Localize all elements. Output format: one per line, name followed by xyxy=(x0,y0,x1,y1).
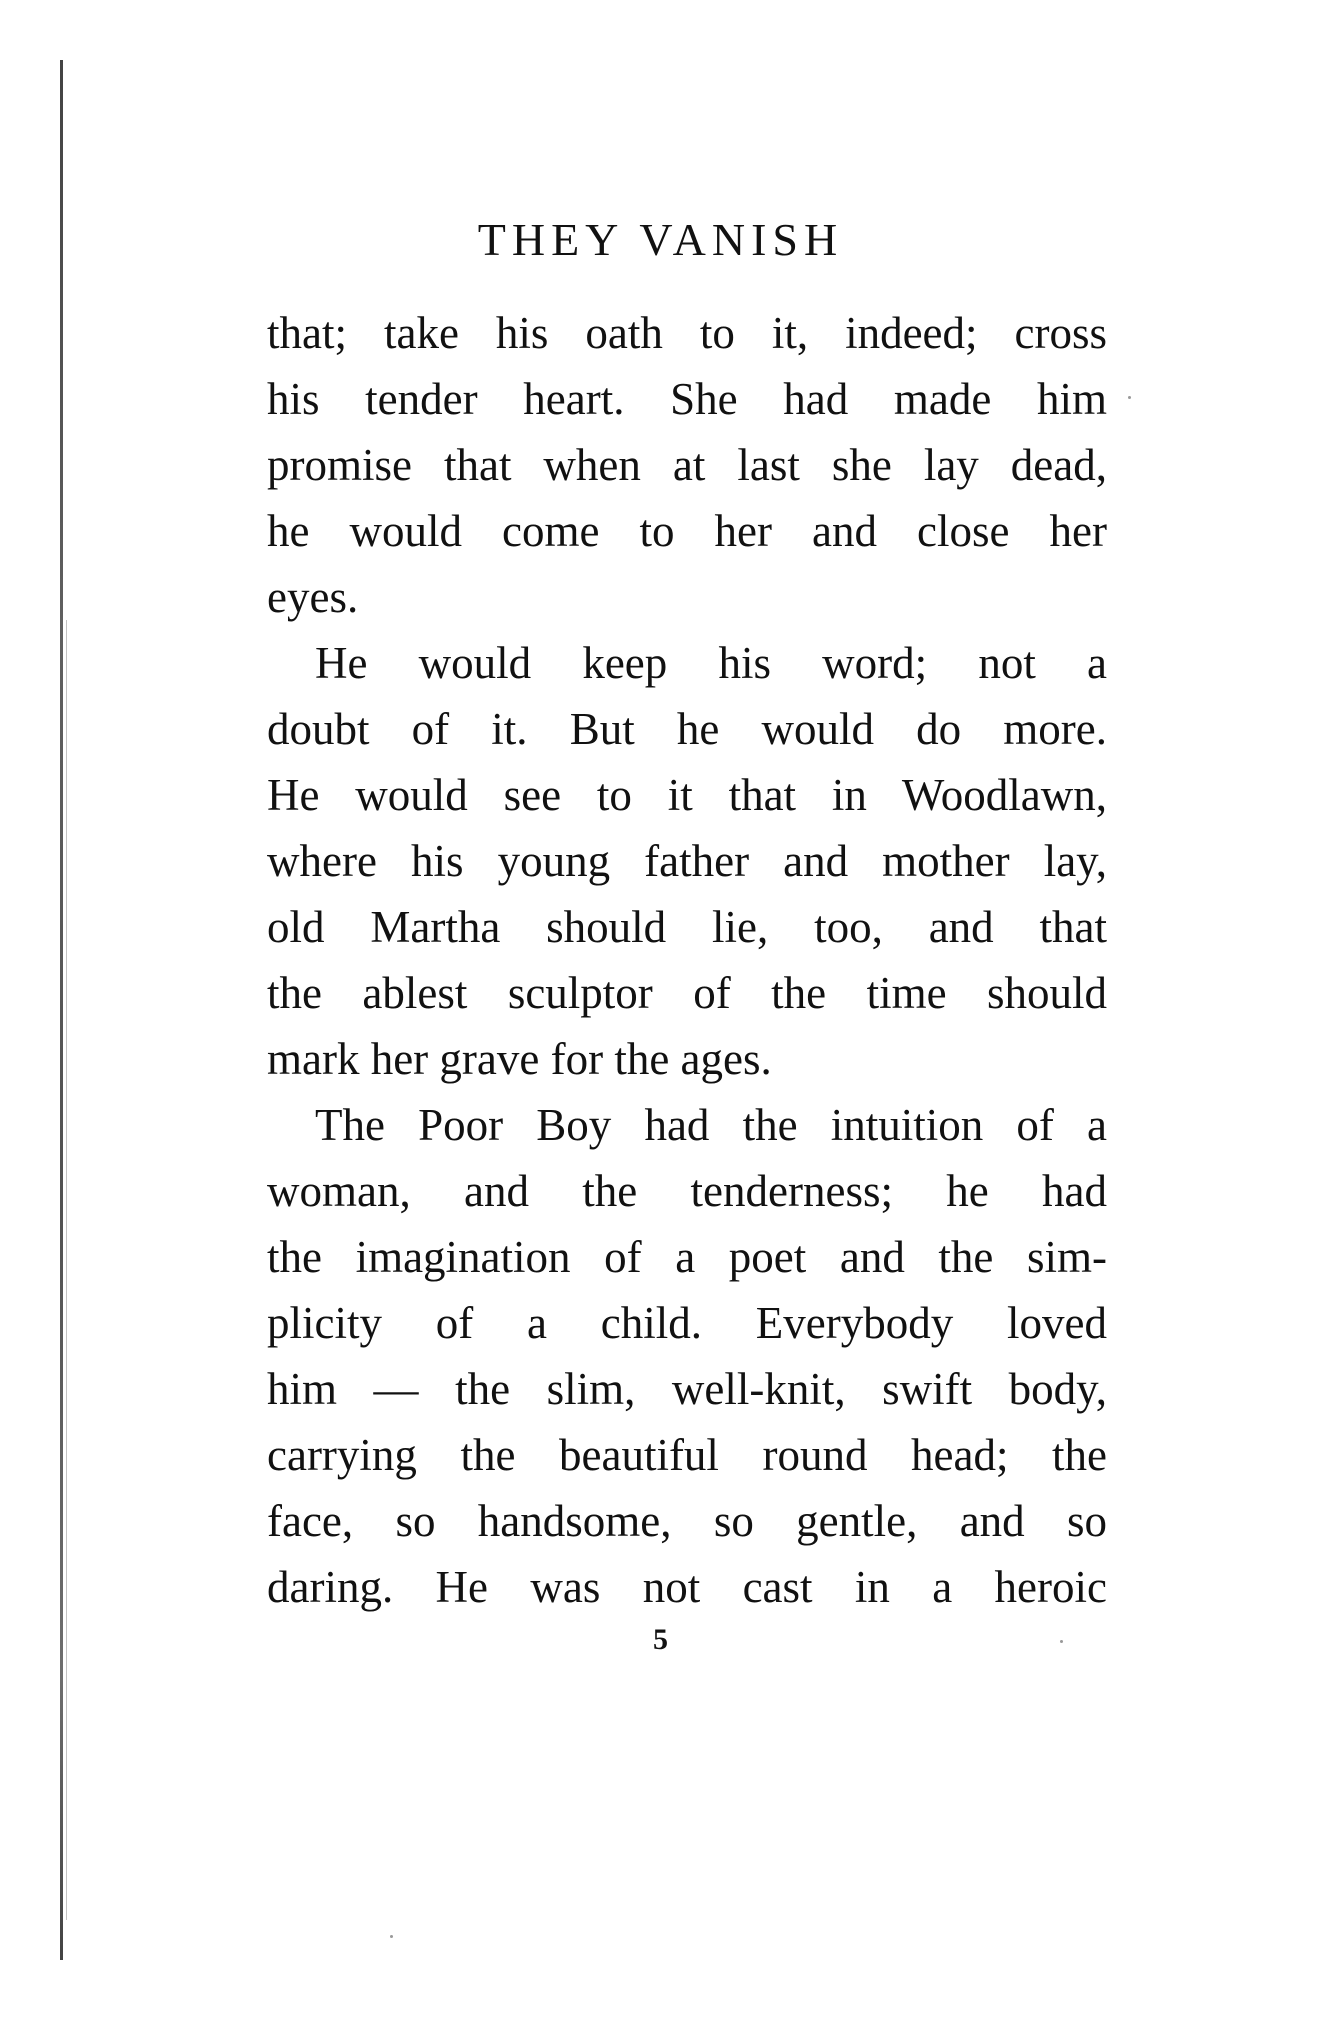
text-line: doubt of it. But he would do more. xyxy=(267,704,1107,754)
text-line: him — the slim, well-knit, swift body, xyxy=(267,1364,1107,1414)
text-line: carrying the beautiful round head; the xyxy=(267,1430,1107,1480)
body-text xyxy=(267,300,1107,1620)
paper-speck xyxy=(390,1935,393,1938)
page-gutter-edge xyxy=(66,620,67,1920)
text-line: mark her grave for the ages. xyxy=(267,1034,772,1084)
text-line: The Poor Boy had the intuition of a xyxy=(315,1100,1107,1150)
text-line: his tender heart. She had made him xyxy=(267,374,1107,424)
text-line: he would come to her and close her xyxy=(267,506,1107,556)
text-line: plicity of a child. Everybody loved xyxy=(267,1298,1107,1348)
text-line: the imagination of a poet and the sim- xyxy=(267,1232,1107,1282)
text-line: woman, and the tenderness; he had xyxy=(267,1166,1107,1216)
text-line: He would keep his word; not a xyxy=(315,638,1107,688)
text-line: that; take his oath to it, indeed; cross xyxy=(267,308,1107,358)
running-head: THEY VANISH xyxy=(477,214,844,265)
page-number: 5 xyxy=(653,1623,668,1656)
text-line: eyes. xyxy=(267,572,359,622)
text-line: He would see to it that in Woodlawn, xyxy=(267,770,1107,820)
text-line: daring. He was not cast in a heroic xyxy=(267,1562,1107,1612)
text-line: face, so handsome, so gentle, and so xyxy=(267,1496,1107,1546)
text-line: old Martha should lie, too, and that xyxy=(267,902,1107,952)
text-line: where his young father and mother lay, xyxy=(267,836,1107,886)
text-line: the ablest sculptor of the time should xyxy=(267,968,1107,1018)
text-line: promise that when at last she lay dead, xyxy=(267,440,1107,490)
paper-speck xyxy=(1128,396,1131,399)
page-gutter-shadow xyxy=(60,60,63,1960)
